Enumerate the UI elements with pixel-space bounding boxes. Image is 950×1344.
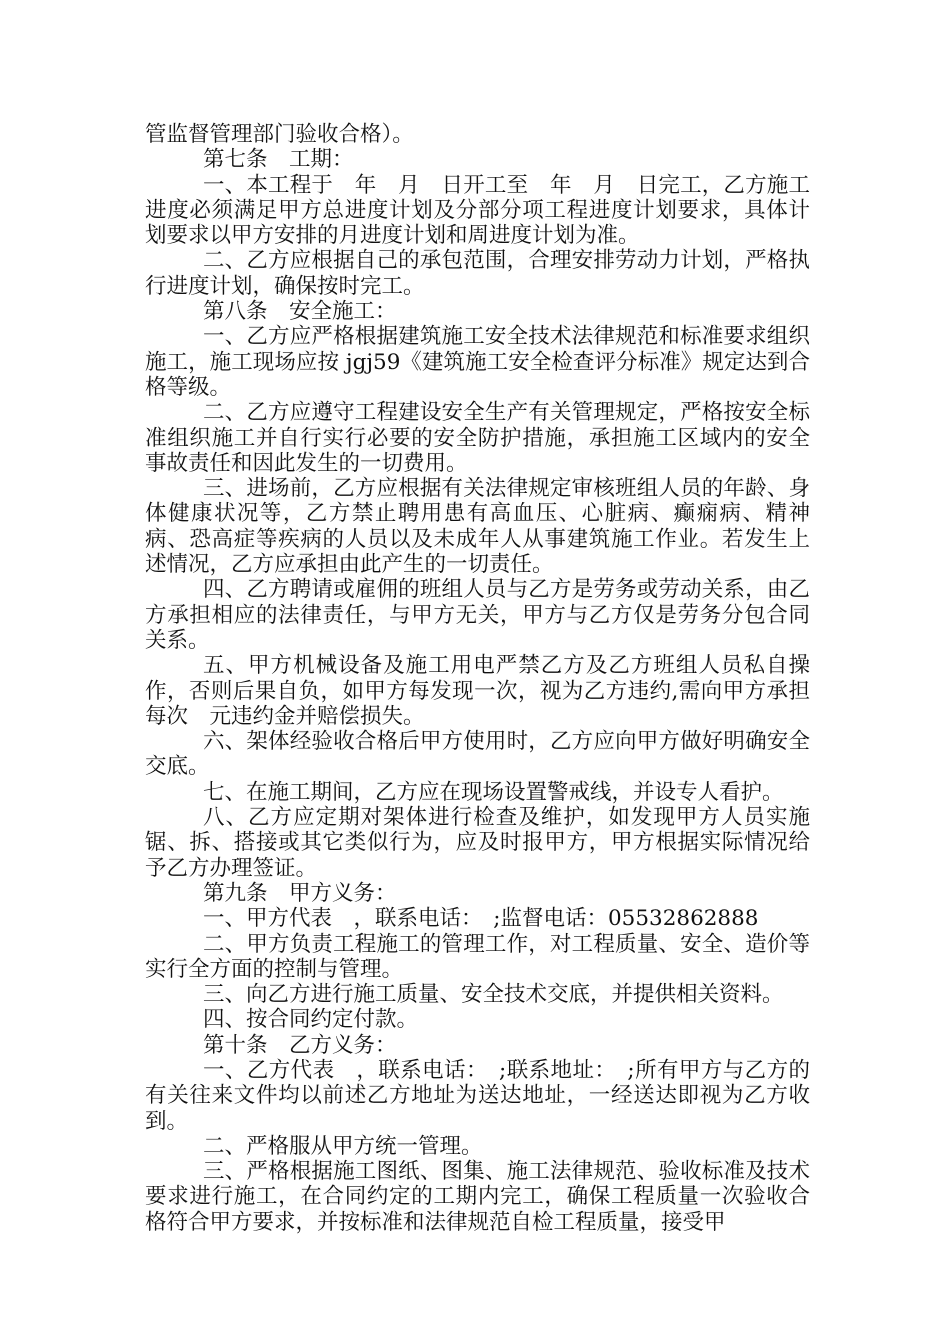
document-page <box>145 122 810 1235</box>
article-8-clause-8: 八、乙方应定期对架体进行检查及维护，如发现甲方人员实施锯、拆、搭接或其它类似行为，应及时报甲方，甲方根据实际情况给予乙方办理签证。 <box>145 805 810 881</box>
article-7-heading: 第七条 工期： <box>203 147 354 173</box>
article-8-clause-2: 二、乙方应遵守工程建设安全生产有关管理规定，严格按安全标准组织施工并自行实行必要的安全防护措施，承担施工区域内的安全事故责任和因此发生的一切费用。 <box>145 400 810 476</box>
article-8-clause-5: 五、甲方机械设备及施工用电严禁乙方及乙方班组人员私自操作，否则后果自负，如甲方每发现一次，视为乙方违约,需向甲方承担每次 元违约金并赔偿损失。 <box>145 653 810 729</box>
article-8-clause-1: 一、乙方应严格根据建筑施工安全技术法律规范和标准要求组织施工，施工现场应按 jgj59《建筑施工安全检查评分标准》规定达到合格等级。 <box>145 324 810 400</box>
article-10-heading: 第十条 乙方义务： <box>203 1032 397 1058</box>
article-10-clause-1: 一、乙方代表 ，联系电话： ;联系地址： ;所有甲方与乙方的有关往来文件均以前述乙方地址为送达地址，一经送达即视为乙方收到。 <box>145 1057 810 1134</box>
article-9-clause-1: 一、甲方代表 ，联系电话： ;监督电话：05532862888 <box>203 906 759 932</box>
article-9-heading: 第九条 甲方义务： <box>203 880 397 906</box>
article-8-heading: 第八条 安全施工： <box>203 299 397 325</box>
article-9-clause-3: 三、向乙方进行施工质量、安全技术交底，并提供相关资料。 <box>203 982 784 1008</box>
article-8-clause-6: 六、架体经验收合格后甲方使用时，乙方应向甲方做好明确安全交底。 <box>145 729 810 780</box>
article-8-clause-7: 七、在施工期间，乙方应在现场设置警戒线，并设专人看护。 <box>203 779 784 805</box>
article-9-clause-4: 四、按合同约定付款。 <box>203 1007 419 1033</box>
article-8-clause-4: 四、乙方聘请或雇佣的班组人员与乙方是劳务或劳动关系，由乙方承担相应的法律责任，与甲方无关，甲方与乙方仅是劳务分包合同关系。 <box>145 577 810 653</box>
article-7-clause-1: 一、本工程于 年 月 日开工至 年 月 日完工，乙方施工进度必须满足甲方总进度计划及分部分项工程进度计划要求，具体计划要求以甲方安排的月进度计划和周进度计划为准。 <box>145 172 810 249</box>
article-10-clause-3: 三、严格根据施工图纸、图集、施工法律规范、验收标准及技术要求进行施工，在合同约定的工期内完工，确保工程质量一次验收合格符合甲方要求，并按标准和法律规范自检工程质量，接受甲 <box>145 1159 810 1235</box>
article-9-clause-2: 二、甲方负责工程施工的管理工作，对工程质量、安全、造价等实行全方面的控制与管理。 <box>145 931 810 982</box>
paragraph-continuation: 管监督管理部门验收合格）。 <box>145 122 414 147</box>
article-8-clause-3: 三、进场前，乙方应根据有关法律规定审核班组人员的年龄、身体健康状况等，乙方禁止聘用患有高血压、心脏病、癫痫病、精神病、恐高症等疾病的人员以及未成年人从事建筑施工作业。若发生上述情况，乙方应承担由此产生的一切责任。 <box>145 476 810 578</box>
article-7-clause-2: 二、乙方应根据自己的承包范围，合理安排劳动力计划，严格执行进度计划，确保按时完工。 <box>145 248 810 299</box>
article-10-clause-2: 二、严格服从甲方统一管理。 <box>203 1133 483 1159</box>
